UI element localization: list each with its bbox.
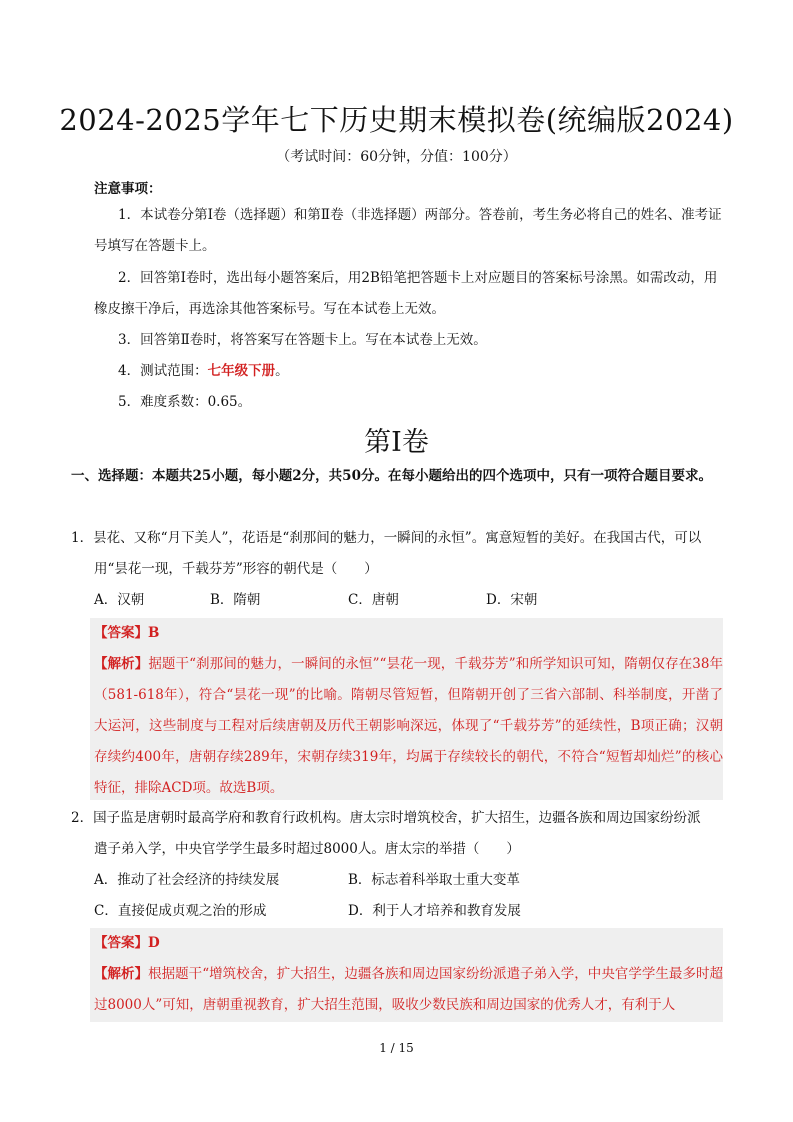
question-1-option-d[interactable]: D．宋朝 — [486, 592, 538, 608]
notice-item-5: 5．难度系数：0.65。 — [118, 394, 252, 410]
answer-value: B — [148, 625, 160, 641]
exam-subtitle: （考试时间：60分钟，分值：100分） — [276, 149, 517, 165]
question-1-stem-line2: 用“昙花一现，千载芬芳”形容的朝代是（ ） — [94, 561, 378, 577]
question-1-answer — [90, 618, 723, 649]
test-scope-value: 七年级下册 — [207, 363, 276, 379]
question-2-option-c[interactable]: C．直接促成贞观之治的形成 — [94, 903, 267, 919]
analysis-text: 根据题干“增筑校舍，扩大招生，边疆各族和周边国家纷纷派遣子弟入学，中央官学学生最多时超过8000人”可知，唐朝重视教育，扩大招生范围，吸收少数民族和周边国家的优秀人才，有利于人 — [94, 966, 723, 1013]
notice-item-1: 1．本试卷分第Ⅰ卷（选择题）和第Ⅱ卷（非选择题）两部分。答卷前，考生务必将自己的姓名、准考证号填写在答题卡上。 — [94, 207, 722, 254]
question-2-option-a[interactable]: A．推动了社会经济的持续发展 — [94, 872, 280, 888]
question-2-option-d[interactable]: D．利于人才培养和教育发展 — [348, 903, 521, 919]
analysis-text: 据题干“刹那间的魅力，一瞬间的永恒”“昙花一现，千载芬芳”和所学知识可知，隋朝仅存在38年（581-618年），符合“昙花一现”的比喻。隋朝尽管短暂，但隋朝开创了三省六部制、科举制度，开凿了大运河，这些制度与工程对后续唐朝及历代王朝影响深远，体现了“千载芬芳”的延续性，B项正确；汉朝存续约400年，唐朝存续289年，宋朝存续319年，均属于存续较长的朝代，不符合“短暂却灿烂”的核心特征，排除ACD项。故选B项。 — [94, 656, 723, 796]
question-1-option-c[interactable]: C．唐朝 — [348, 592, 399, 608]
question-1-option-b[interactable]: B．隋朝 — [210, 592, 261, 608]
question-1-stem-line1: 1．昙花、又称“月下美人”，花语是“刹那间的魅力，一瞬间的永恒”。寓意短暂的美好。在我国古代，可以 — [71, 530, 702, 546]
question-2-stem-line1: 2．国子监是唐朝时最高学府和教育行政机构。唐太宗时增筑校舍，扩大招生，边疆各族和周边国家纷纷派 — [71, 810, 701, 826]
question-1-option-a[interactable]: A．汉朝 — [94, 592, 145, 608]
section-instructions: 一、选择题：本题共25小题，每小题2分，共50分。在每小题给出的四个选项中，只有一项符合题目要求。 — [71, 468, 712, 484]
page-number: 1 / 15 — [379, 1041, 414, 1055]
answer-label: 【答案】 — [94, 625, 148, 641]
question-1-options — [94, 585, 724, 616]
answer-label: 【答案】 — [94, 935, 148, 951]
question-2-analysis — [90, 959, 723, 1021]
question-1-answer-box — [90, 618, 723, 800]
notice-item-4-suffix: 。 — [275, 363, 289, 379]
question-2-options-row1 — [94, 865, 724, 896]
notice-item-4 — [118, 356, 722, 387]
section-title: 第Ⅰ卷 — [364, 427, 429, 458]
question-2-options-row2 — [94, 896, 724, 927]
answer-value: D — [148, 935, 160, 951]
question-2-answer — [90, 928, 723, 959]
notice-item-3: 3．回答第Ⅱ卷时，将答案写在答题卡上。写在本试卷上无效。 — [118, 332, 487, 348]
analysis-label: 【解析】 — [94, 656, 149, 672]
question-2-option-b[interactable]: B．标志着科举取士重大变革 — [348, 872, 520, 888]
notice-item-2: 2．回答第Ⅰ卷时，选出每小题答案后，用2B铅笔把答题卡上对应题目的答案标号涂黑。如需改动，用橡皮擦干净后，再选涂其他答案标号。写在本试卷上无效。 — [94, 270, 718, 317]
exam-title: 2024-2025学年七下历史期末模拟卷(统编版2024) — [59, 103, 734, 137]
question-1-analysis — [90, 649, 723, 804]
analysis-label: 【解析】 — [94, 966, 149, 982]
question-2-stem-line2: 遣子弟入学，中央官学学生最多时超过8000人。唐太宗的举措（ ） — [94, 841, 520, 857]
notice-item-4-prefix: 4．测试范围： — [118, 363, 208, 379]
notice-heading: 注意事项： — [94, 181, 162, 197]
question-2-answer-box — [90, 928, 723, 1022]
